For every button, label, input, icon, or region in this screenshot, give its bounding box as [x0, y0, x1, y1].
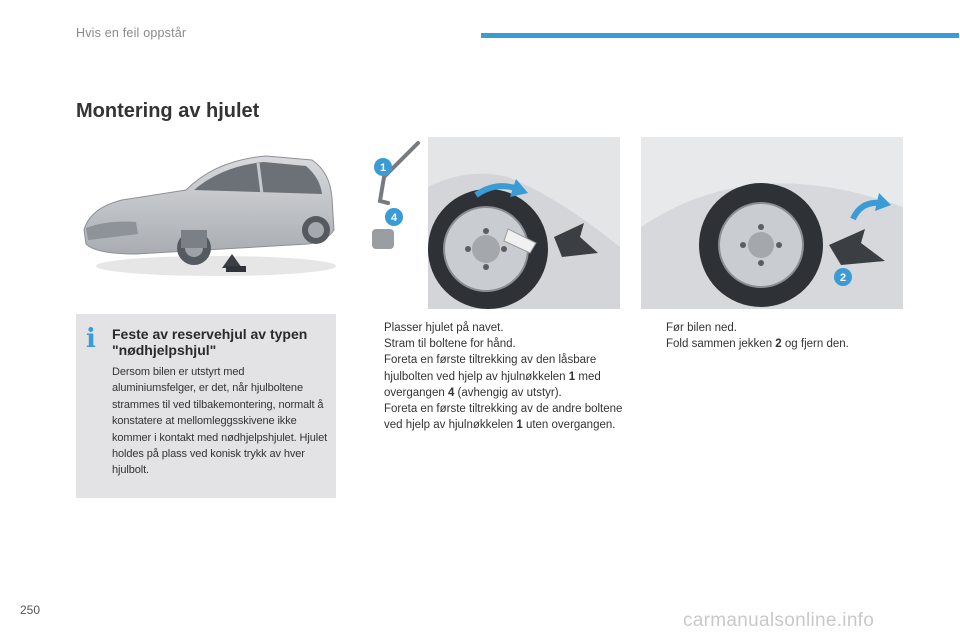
car-illustration	[76, 138, 338, 288]
step-item	[362, 336, 624, 352]
step-reference-number: 1	[516, 419, 523, 432]
step-text: Fold sammen jekken	[666, 338, 776, 351]
step-reference-number: 1	[568, 370, 576, 383]
wheel-wrench-illustration	[358, 137, 620, 309]
info-icon: i	[86, 324, 96, 354]
car-on-jack-figure	[76, 138, 338, 288]
step-item	[644, 320, 894, 336]
step-reference-number: 2	[775, 338, 782, 351]
step-reference-number: 4	[447, 386, 455, 399]
step-text: Foreta en første tiltrekking av de andre boltene ved hjelp av hjulnøkkelen	[384, 403, 623, 432]
section-header: Hvis en feil oppstår	[76, 26, 187, 40]
step-item	[362, 352, 624, 401]
callout-1-label: 1	[379, 162, 387, 174]
info-box-body: Dersom bilen er utstyrt med aluminiumsfelger, er det, når hjulboltene strammes til ved tilbakemontering, normalt å konstatere at mellomleggsskivene ikke kommer i kontakt med nødhjelpshjulet. Hjulet holdes på plass ved konisk trykk av hver hjulbolt.	[112, 366, 328, 477]
callout-2-label: 2	[839, 272, 847, 284]
step-text: Foreta en første tiltrekking av den låsbare hjulbolten ved hjelp av hjulnøkkelen	[384, 354, 597, 383]
step-item	[362, 401, 624, 433]
header-accent-bar	[481, 33, 959, 38]
step-list-mounting	[362, 320, 624, 433]
step-text: og fjern den.	[781, 338, 849, 351]
step-text: (avhengig av utstyr).	[454, 386, 562, 399]
step-text: uten overgangen.	[522, 419, 616, 432]
callout-4-label: 4	[390, 212, 398, 224]
step-item	[644, 336, 894, 352]
watermark: carmanualsonline.info	[683, 610, 875, 631]
step-list-lowering	[644, 320, 894, 352]
lowering-car-figure	[641, 137, 903, 309]
step-text: Plasser hjulet på navet.	[384, 322, 504, 334]
page-number: 250	[20, 603, 41, 617]
step-text: Stram til boltene for hånd.	[384, 338, 516, 351]
page-title: Montering av hjulet	[76, 100, 260, 122]
step-text: Før bilen ned.	[666, 322, 737, 334]
info-box	[76, 314, 336, 498]
jack-fold-illustration	[641, 137, 903, 309]
step-text: med overgangen	[384, 370, 601, 399]
step-item	[362, 320, 624, 336]
info-box-title: Feste av reservehjul av typen "nødhjelpshjul"	[112, 326, 308, 358]
tightening-bolts-figure	[358, 137, 620, 309]
